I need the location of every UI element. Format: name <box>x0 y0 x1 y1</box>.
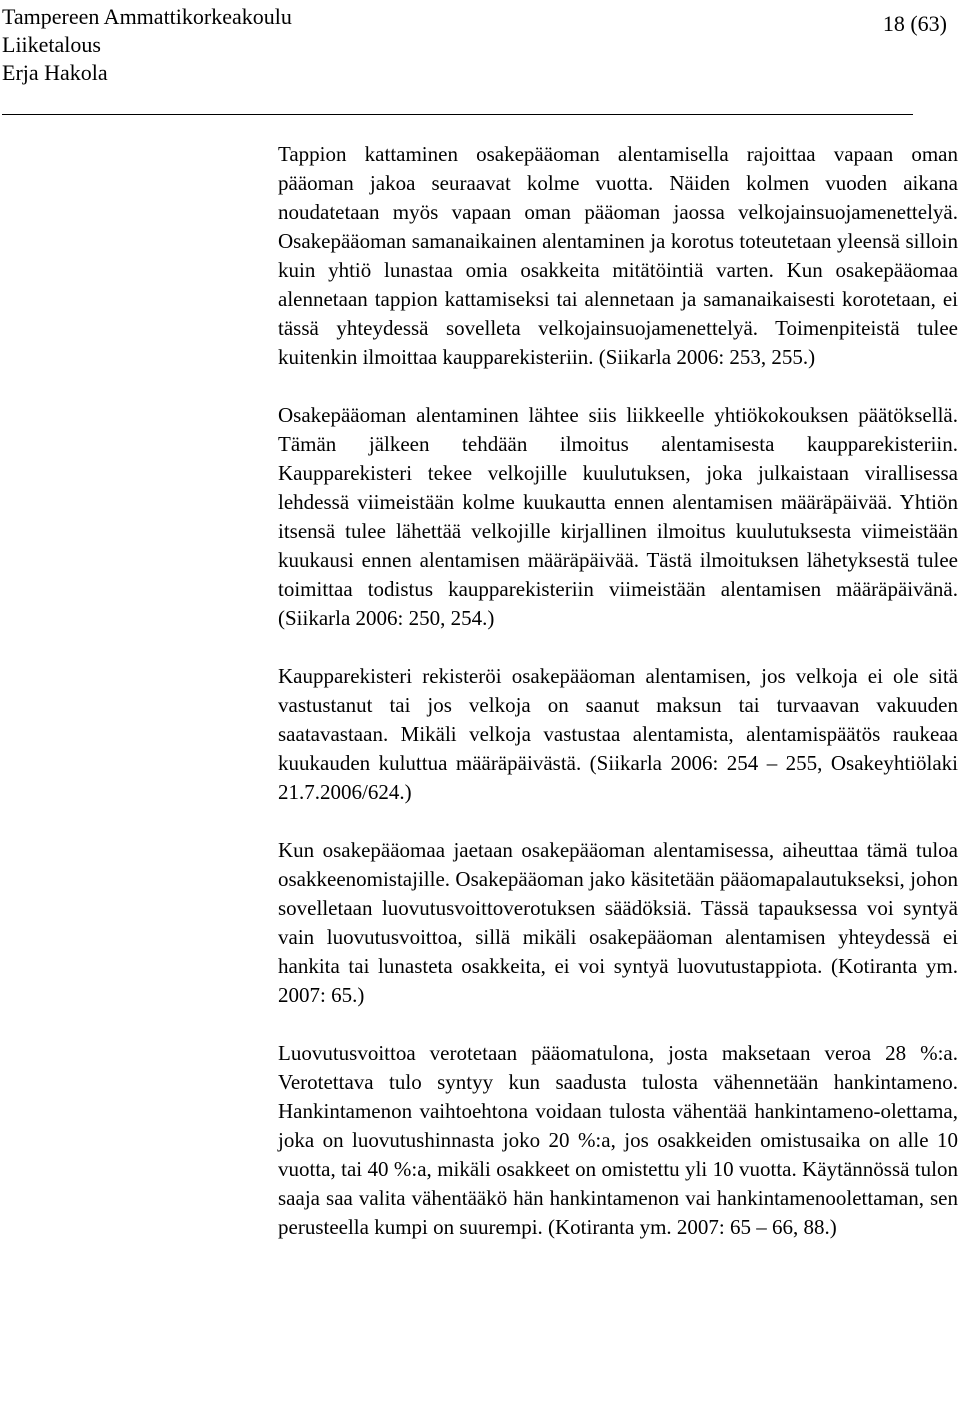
paragraph-registration: Kaupparekisteri rekisteröi osakepääoman alentamisen, jos velkoja ei ole sitä vastustanut tai jos velkoja on saanut maksun tai turvaavan vakuuden saatavastaan. Mikäli velkoja vastustaa alentamista, alentamispäätös raukeaa kuukauden kuluttua määräpäivästä. (Siikarla 2006: 254 – 255, Osakeyhtiölaki 21.7.2006/624.) <box>278 664 958 804</box>
paragraph-loss-coverage: Tappion kattaminen osakepääoman alentamisella rajoittaa vapaan oman pääoman jakoa seuraavat kolme vuotta. Näiden kolmen vuoden aikana noudatetaan myös vapaan oman pääoman jaossa velkojainsuojamenettelyä. Osakepääoman samanaikainen alentaminen ja korotus toteutetaan yleensä silloin kuin yhtiö lunastaa omia osakkeita mitätöintiä varten. Kun osakepääomaa alennetaan tappion kattamiseksi tai alennetaan ja samanaikaisesti korotetaan, ei tässä yhteydessä sovelleta velkojainsuojamenettelyä. Toimenpiteistä tulee kuitenkin ilmoittaa kaupparekisteriin. (Siikarla 2006: 253, 255.) <box>278 142 958 369</box>
header-info <box>2 3 292 87</box>
paragraph-reduction-process: Osakepääoman alentaminen lähtee siis liikkeelle yhtiökokouksen päätöksellä. Tämän jälkeen tehdään ilmoitus alentamisesta kaupparekisteriin. Kaupparekisteri tekee velkojille kuulutuksen, joka julkaistaan virallisessa lehdessä viimeistään kolme kuukautta ennen alentamisen määräpäivää. Yhtiön itsensä tulee lähettää velkojille kirjallinen ilmoitus kuulutuksesta viimeistään kuukausi ennen alentamisen määräpäivää. Tästä ilmoituksen lähetyksestä tulee toimittaa todistus kaupparekisteriin viimeistään alentamisen määräpäivänä. (Siikarla 2006: 250, 254.) <box>278 403 958 630</box>
paragraph-capital-distribution: Kun osakepääomaa jaetaan osakepääoman alentamisessa, aiheuttaa tämä tuloa osakkeenomistajille. Osakepääoman jako käsitetään pääomapalautukseksi, johon sovelletaan luovutusvoittoverotuksen säädöksiä. Tässä tapauksessa voi syntyä vain luovutusvoittoa, sillä mikäli osakepääoman alentamisen yhteydessä ei hankita tai lunasteta osakkeita, ei voi syntyä luovutustappiota. (Kotiranta ym. 2007: 65.) <box>278 838 958 1007</box>
page-header <box>0 0 960 118</box>
institution-name: Tampereen Ammattikorkeakoulu <box>2 4 292 29</box>
page-number: 18 (63) <box>882 11 947 36</box>
document-body <box>278 140 958 1242</box>
paragraph-capital-gains-tax: Luovutusvoittoa verotetaan pääomatulona, josta maksetaan veroa 28 %:a. Verotettava tulo syntyy kun saadusta tulosta vähennetään hankintameno. Hankintamenon vaihtoehtona voidaan tulosta vähentää hankintameno-olettama, joka on luovutushinnasta joko 20 %:a, jos osakkeiden omistusaika on alle 10 vuotta, tai 40 %:a, mikäli osakkeet on omistettu yli 10 vuotta. Käytännössä tulon saaja saa valita vähentääkö hän hankintamenon vai hankintamenoolettaman, sen perusteella kumpi on suurempi. (Kotiranta ym. 2007: 65 – 66, 88.) <box>278 1041 958 1239</box>
author-name: Erja Hakola <box>2 60 108 85</box>
department-name: Liiketalous <box>2 32 101 57</box>
header-divider <box>2 114 913 115</box>
